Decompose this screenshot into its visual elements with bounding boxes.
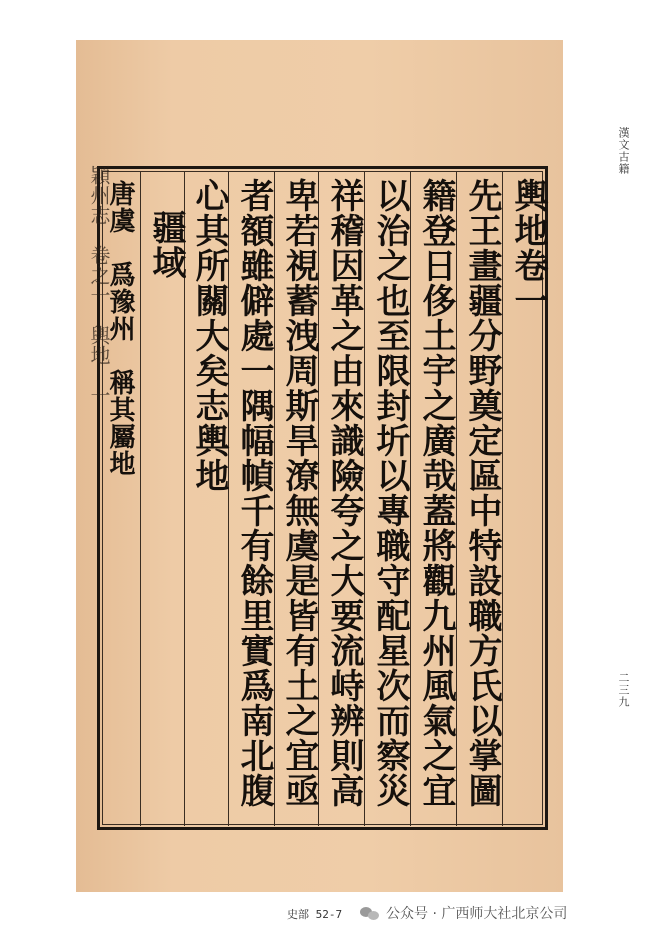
- column-rule: [410, 172, 411, 826]
- column-rule: [456, 172, 457, 826]
- wechat-icon: [360, 905, 380, 921]
- facing-page-bleed: 穎州志 卷之一 輿地 一: [87, 165, 111, 405]
- text-column: 卑若視蓄洩周斯旱潦無虞是皆有土之宜亟: [279, 178, 319, 808]
- column-rule: [364, 172, 365, 826]
- column-rule: [274, 172, 275, 826]
- wechat-credit-text: 公众号 · 广西师大社北京公司: [386, 906, 568, 922]
- text-column: 心其所關大矣志輿地: [189, 178, 229, 493]
- column-rule: [140, 172, 141, 826]
- section-heading: 疆域: [146, 210, 186, 280]
- text-column: 祥稽因革之由來識險夸之大要流峙辨則高: [324, 178, 364, 808]
- text-column: 以治之也至限封圻以專職守配星次而察災: [370, 178, 410, 808]
- section-label: 漢文古籍: [617, 127, 630, 175]
- chapter-title: 輿地卷一: [508, 178, 548, 318]
- text-column: 唐虞 爲豫州 稱其屬地: [105, 180, 135, 477]
- wechat-credit: [360, 903, 567, 923]
- column-rule: [502, 172, 503, 826]
- catalog-code: 史部 52-7: [287, 908, 343, 921]
- text-column: 籍登日侈土宇之廣哉蓋將觀九州風氣之宜: [416, 178, 456, 808]
- text-column: 先王畫疆分野奠定區中特設職方氏以掌圖: [462, 178, 502, 808]
- text-column: 者額雖僻處一隅幅幀千有餘里實爲南北腹: [234, 178, 274, 808]
- page-number: 二三九: [617, 672, 630, 708]
